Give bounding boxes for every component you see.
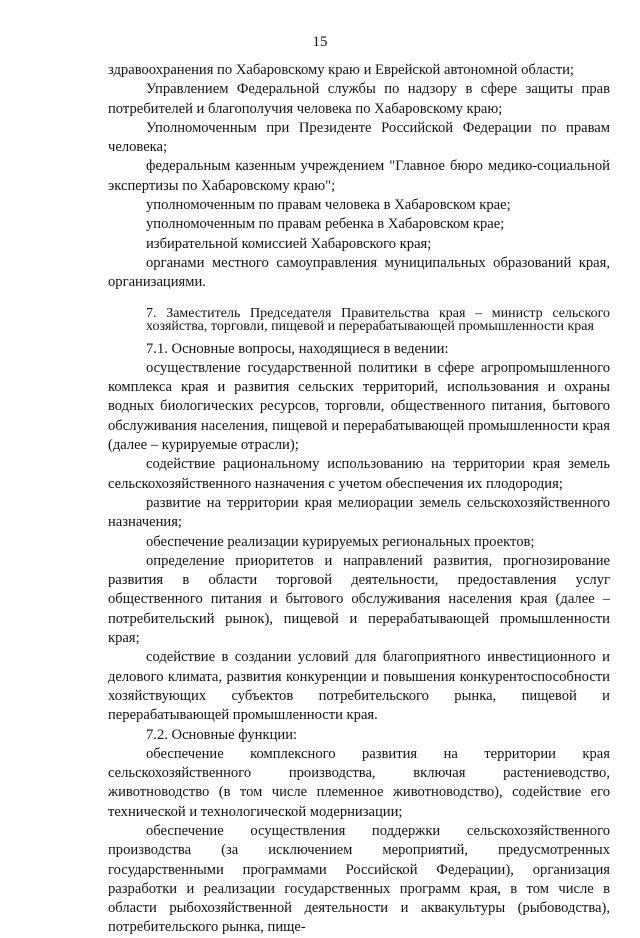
paragraph: определение приоритетов и направлений развития, прогнозирование развития в области торговой деятельности, предоставления услуг общественного питания и бытового обслуживания населения края (далее – потребительский рынок), пищевой и перерабатывающей промышленности края; bbox=[108, 552, 610, 647]
paragraph: Управлением Федеральной службы по надзору в сфере защиты прав потребителей и благополучия человека по Хабаровскому краю; bbox=[108, 81, 610, 117]
paragraph: осуществление государственной политики в сфере агропромышленного комплекса края и развития сельских территорий, использования и охраны водных биологических ресурсов, торговли, общественного питания, бытового обслуживания населения, пищевой и перерабатывающей промышленности края (далее – курируемые отрасли); bbox=[108, 359, 610, 454]
paragraph: обеспечение комплексного развития на территории края сельскохозяйственного производства, включая растениеводство, животноводство (в том числе племенное животноводство), содействие его технической и технологической модернизации; bbox=[108, 745, 610, 820]
paragraph: уполномоченным по правам человека в Хабаровском крае; bbox=[146, 197, 511, 214]
paragraph: развитие на территории края мелиорации земель сельскохозяйственного назначения; bbox=[108, 494, 610, 531]
paragraph: федеральным казенным учреждением "Главное бюро медико-социальной экспертизы по Хабаровскому краю"; bbox=[108, 158, 610, 194]
page-number: 15 bbox=[312, 34, 328, 50]
paragraph: избирательной комиссией Хабаровского края; bbox=[146, 235, 432, 252]
paragraph: 7.2. Основные функции: bbox=[146, 726, 298, 743]
paragraph: 7.1. Основные вопросы, находящиеся в ведении: bbox=[146, 340, 449, 357]
paragraph: здравоохранения по Хабаровскому краю и Еврейской автономной области; bbox=[108, 62, 574, 78]
paragraph: обеспечение реализации курируемых региональных проектов; bbox=[146, 533, 535, 550]
paragraph: содействие рациональному использованию на территории края земель сельскохозяйственного назначения с учетом обеспечения их плодородия; bbox=[108, 456, 610, 492]
paragraph: Уполномоченным при Президенте Российской Федерации по правам человека; bbox=[108, 119, 610, 156]
paragraph: органами местного самоуправления муниципальных образований края, организациями. bbox=[108, 254, 610, 291]
paragraph: уполномоченным по правам ребенка в Хабаровском крае; bbox=[146, 216, 505, 233]
paragraph: содействие в создании условий для благоприятного инвестиционного и делового климата, развития конкуренции и повышения конкурентоспособности хозяйствующих субъектов потребительского рынка, пищевой и перерабатывающей промышленности края. bbox=[108, 649, 610, 724]
paragraph: обеспечение осуществления поддержки сельскохозяйственного производства (за исключением мероприятий, предусмотренных государственными программами Российской Федерации), организация разработки и реализации государственных программ края, в том числе в области рыбохозяйственной деятельности и аквакультуры (рыбоводства), потребительского рынка, пище- bbox=[108, 822, 610, 936]
section-heading: 7. Заместитель Председателя Правительства края – министр сельского хозяйства, торговли, пищевой и перерабатывающей промышленности края bbox=[146, 305, 610, 334]
document-body bbox=[108, 61, 610, 938]
